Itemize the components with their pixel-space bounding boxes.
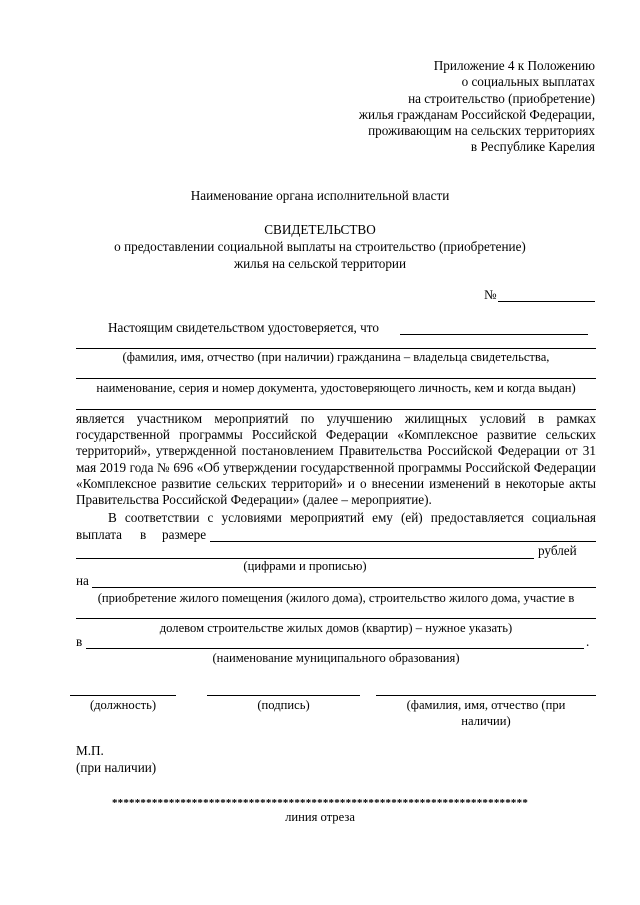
payment-word-2: в	[140, 527, 147, 542]
appendix-line-5: проживающим на сельских территориях	[368, 123, 595, 139]
signature-field[interactable]	[207, 695, 360, 696]
appendix-line-3: на строительство (приобретение)	[408, 90, 595, 106]
rubles-label: рублей	[538, 543, 577, 558]
appendix-line-6: в Республике Карелия	[470, 139, 595, 155]
number-field[interactable]	[498, 301, 595, 302]
payment-word-1: выплата	[76, 527, 123, 542]
cut-line-stars: *************************************************************************	[111, 797, 529, 809]
participant-paragraph: является участником мероприятий по улучшению жилищных условий в рамках государственной программы Российской Федерации «Комплексное развитие сельских территорий», утвержденной постановлением Правительства Российской Федерации от 31 мая 2019 года № 696 «Об утверждении государственной программы Российской Федерации «Комплексное развитие сельских территорий» и о внесении изменений в некоторые акты Правительства Российской Федерации» (далее – мероприятие).	[76, 411, 596, 508]
caption-official-name-line-1: (фамилия, имя, отчество (при	[406, 698, 566, 712]
appendix-line-2: о социальных выплатах	[461, 74, 595, 90]
document-subtitle-2: жилья на сельской территории	[233, 256, 407, 271]
payment-amount-field[interactable]	[210, 541, 596, 542]
caption-purpose-2: долевом строительстве жилых домов (квартир) – нужное указать)	[159, 621, 513, 635]
municipality-label: в	[76, 634, 83, 649]
caption-amount: (цифрами и прописью)	[243, 559, 367, 573]
document-subtitle-1: о предоставлении социальной выплаты на строительство (приобретение)	[114, 239, 526, 254]
caption-holder-document: наименование, серия и номер документа, удостоверяющего личность, кем и когда выдан)	[96, 381, 576, 395]
position-field[interactable]	[70, 695, 176, 696]
caption-official-name-line-2: наличии)	[461, 714, 511, 728]
caption-official-name	[376, 697, 596, 729]
number-label: №	[484, 287, 497, 302]
appendix-line-4: жилья гражданам Российской Федерации,	[358, 106, 595, 122]
stamp-note: (при наличии)	[76, 760, 157, 775]
caption-purpose-1: (приобретение жилого помещения (жилого дома), строительство жилого дома, участие в	[97, 591, 575, 605]
purpose-field[interactable]	[92, 587, 596, 588]
holder-document-field-2[interactable]	[76, 409, 596, 410]
municipality-period: .	[586, 634, 590, 649]
payment-intro: В соответствии с условиями мероприятий ему (ей) предоставляется социальная	[108, 510, 596, 525]
appendix-line-1: Приложение 4 к Положению	[433, 58, 595, 73]
purpose-label: на	[76, 573, 89, 588]
certify-text: Настоящим свидетельством удостоверяется, что	[108, 320, 379, 335]
caption-holder-name: (фамилия, имя, отчество (при наличии) гражданина – владельца свидетельства,	[122, 350, 550, 364]
official-name-field[interactable]	[376, 695, 596, 696]
appendix-header	[359, 58, 595, 156]
caption-position: (должность)	[89, 698, 157, 712]
purpose-field-2[interactable]	[76, 618, 596, 619]
document-title: СВИДЕТЕЛЬСТВО	[264, 222, 376, 237]
payment-word-3: размере	[162, 527, 207, 542]
holder-document-field[interactable]	[76, 378, 596, 379]
cut-line-label: линия отреза	[285, 810, 355, 824]
stamp-label: М.П.	[76, 743, 104, 758]
caption-municipality: (наименование муниципального образования)	[212, 651, 460, 665]
holder-name-field-inline[interactable]	[400, 334, 588, 335]
municipality-field[interactable]	[86, 648, 584, 649]
authority-name: Наименование органа исполнительной власти	[190, 188, 450, 203]
caption-signature: (подпись)	[257, 698, 310, 712]
